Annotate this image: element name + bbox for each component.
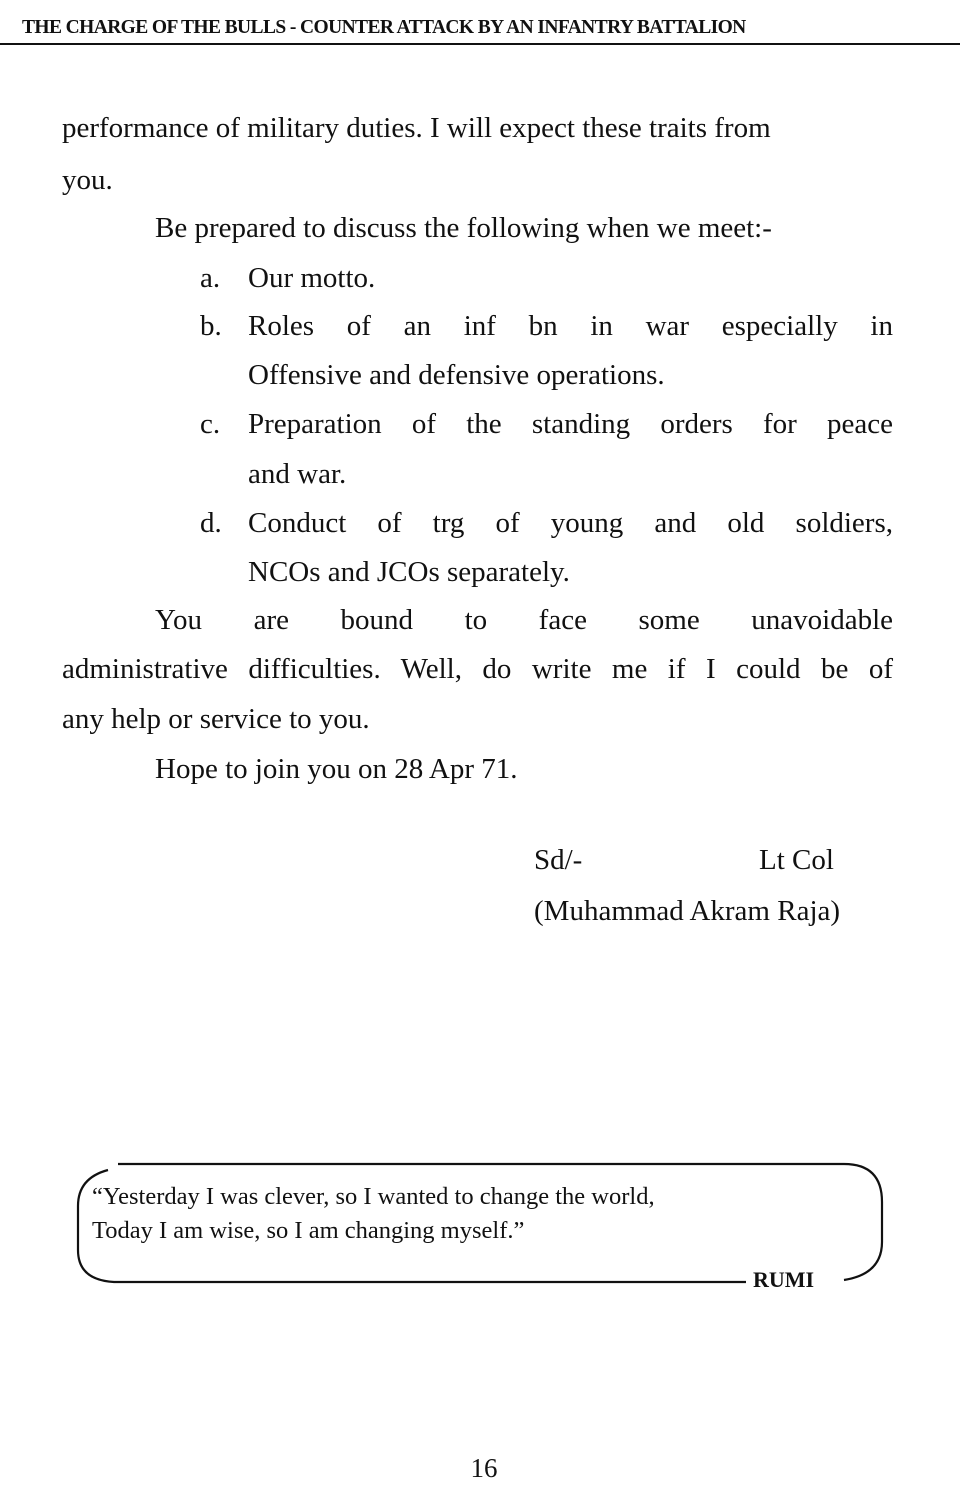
list-item-b-line-1: Roles of an inf bn in war especially in — [248, 310, 893, 342]
list-marker-a: a. — [200, 262, 221, 294]
quote-line-2: Today I am wise, so I am changing myself.” — [92, 1217, 525, 1244]
list-item-d-line-1: Conduct of trg of young and old soldiers, — [248, 507, 893, 539]
signature-sd: Sd/- — [534, 844, 583, 876]
list-item-c-line-1: Preparation of the standing orders for peace — [248, 408, 893, 440]
paragraph-3-line-3: any help or service to you. — [62, 703, 370, 735]
list-item-b-line-2: Offensive and defensive operations. — [248, 359, 665, 391]
header-rule — [0, 43, 960, 45]
quote-author: RUMI — [750, 1266, 817, 1294]
signature-name: (Muhammad Akram Raja) — [534, 895, 841, 927]
paragraph-3-line-2: administrative difficulties. Well, do write me if I could be of — [62, 653, 893, 685]
list-item-d-line-2: NCOs and JCOs separately. — [248, 556, 570, 588]
quote-box — [74, 1158, 890, 1294]
signature-rank: Lt Col — [759, 844, 834, 876]
list-item-c-line-2: and war. — [248, 458, 347, 490]
paragraph-4: Hope to join you on 28 Apr 71. — [155, 753, 518, 785]
list-marker-c: c. — [200, 408, 221, 440]
running-header: THE CHARGE OF THE BULLS - COUNTER ATTACK BY AN INFANTRY BATTALION — [22, 17, 746, 38]
paragraph-1-line-1: performance of military duties. I will expect these traits from — [62, 112, 771, 144]
paragraph-3-line-1: You are bound to face some unavoidable — [155, 604, 893, 636]
list-marker-b: b. — [200, 310, 222, 342]
paragraph-2: Be prepared to discuss the following when we meet:- — [155, 212, 772, 244]
paragraph-1-line-2: you. — [62, 164, 113, 196]
quote-line-1: “Yesterday I was clever, so I wanted to change the world, — [92, 1183, 655, 1210]
list-marker-d: d. — [200, 507, 222, 539]
list-item-a-line-1: Our motto. — [248, 262, 376, 294]
page-number: 16 — [470, 1453, 498, 1483]
